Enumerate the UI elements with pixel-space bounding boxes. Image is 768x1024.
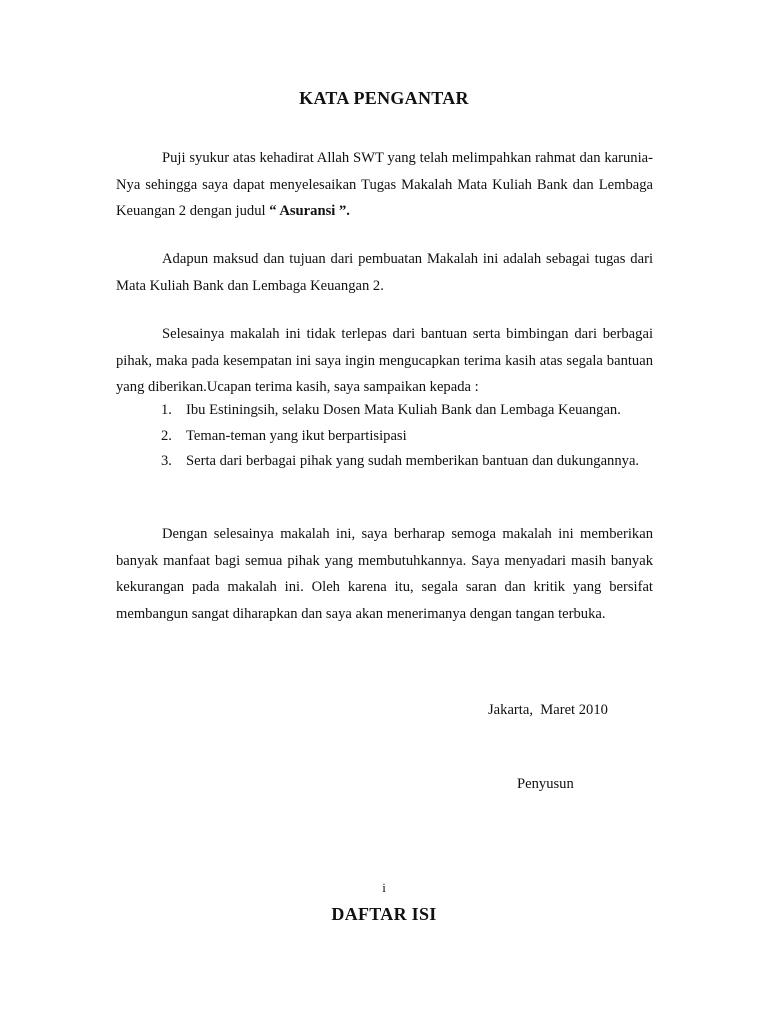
paragraph-gratitude-text: Puji syukur atas kehadirat Allah SWT yang telah melimpahkan rahmat dan karunia-Nya sehingga saya dapat menyelesaikan Tugas Makalah Mata Kuliah Bank dan Lembaga Keuangan 2 dengan judul <box>116 150 653 219</box>
signature-place-date: Jakarta, Maret 2010 <box>488 702 608 718</box>
list-item-text: Ibu Estiningsih, selaku Dosen Mata Kuliah Bank dan Lembaga Keuangan. <box>186 402 621 418</box>
list-item-number: 1. <box>161 402 172 418</box>
list-item <box>116 424 653 450</box>
page-number: i <box>382 880 386 895</box>
page-title: KATA PENGANTAR <box>299 88 469 108</box>
list-item-text: Serta dari berbagai pihak yang sudah memberikan bantuan dan dukungannya. <box>186 453 640 469</box>
paragraph-purpose: Adapun maksud dan tujuan dari pembuatan Makalah ini adalah sebagai tugas dari Mata Kuliah Bank dan Lembaga Keuangan 2. <box>116 251 653 294</box>
paragraph-acknowledgement: Selesainya makalah ini tidak terlepas dari bantuan serta bimbingan dari berbagai pihak, maka pada kesempatan ini saya ingin mengucapkan terima kasih atas segala bantuan yang diberikan.Ucapan terima kasih, saya sampaikan kepada : <box>116 326 653 395</box>
list-item-number: 3. <box>161 453 172 469</box>
signature-role: Penyusun <box>517 776 574 792</box>
next-section-title: DAFTAR ISI <box>331 904 437 924</box>
paragraph-gratitude <box>116 145 653 225</box>
list-item-number: 2. <box>161 427 172 444</box>
list-item <box>116 398 653 424</box>
paper-title-emphasis: “ Asuransi ”. <box>269 203 350 219</box>
paragraph-closing: Dengan selesainya makalah ini, saya berharap semoga makalah ini memberikan banyak manfaat bagi semua pihak yang membutuhkannya. Saya menyadari masih banyak kekurangan pada makalah ini. Oleh karena itu, segala saran dan kritik yang bersifat membangun sangat diharapkan dan saya akan menerimanya dengan tangan terbuka. <box>116 526 653 622</box>
thanks-list <box>116 398 653 475</box>
list-item-text: Teman-teman yang ikut berpartisipasi <box>186 427 407 444</box>
list-item <box>116 449 653 475</box>
